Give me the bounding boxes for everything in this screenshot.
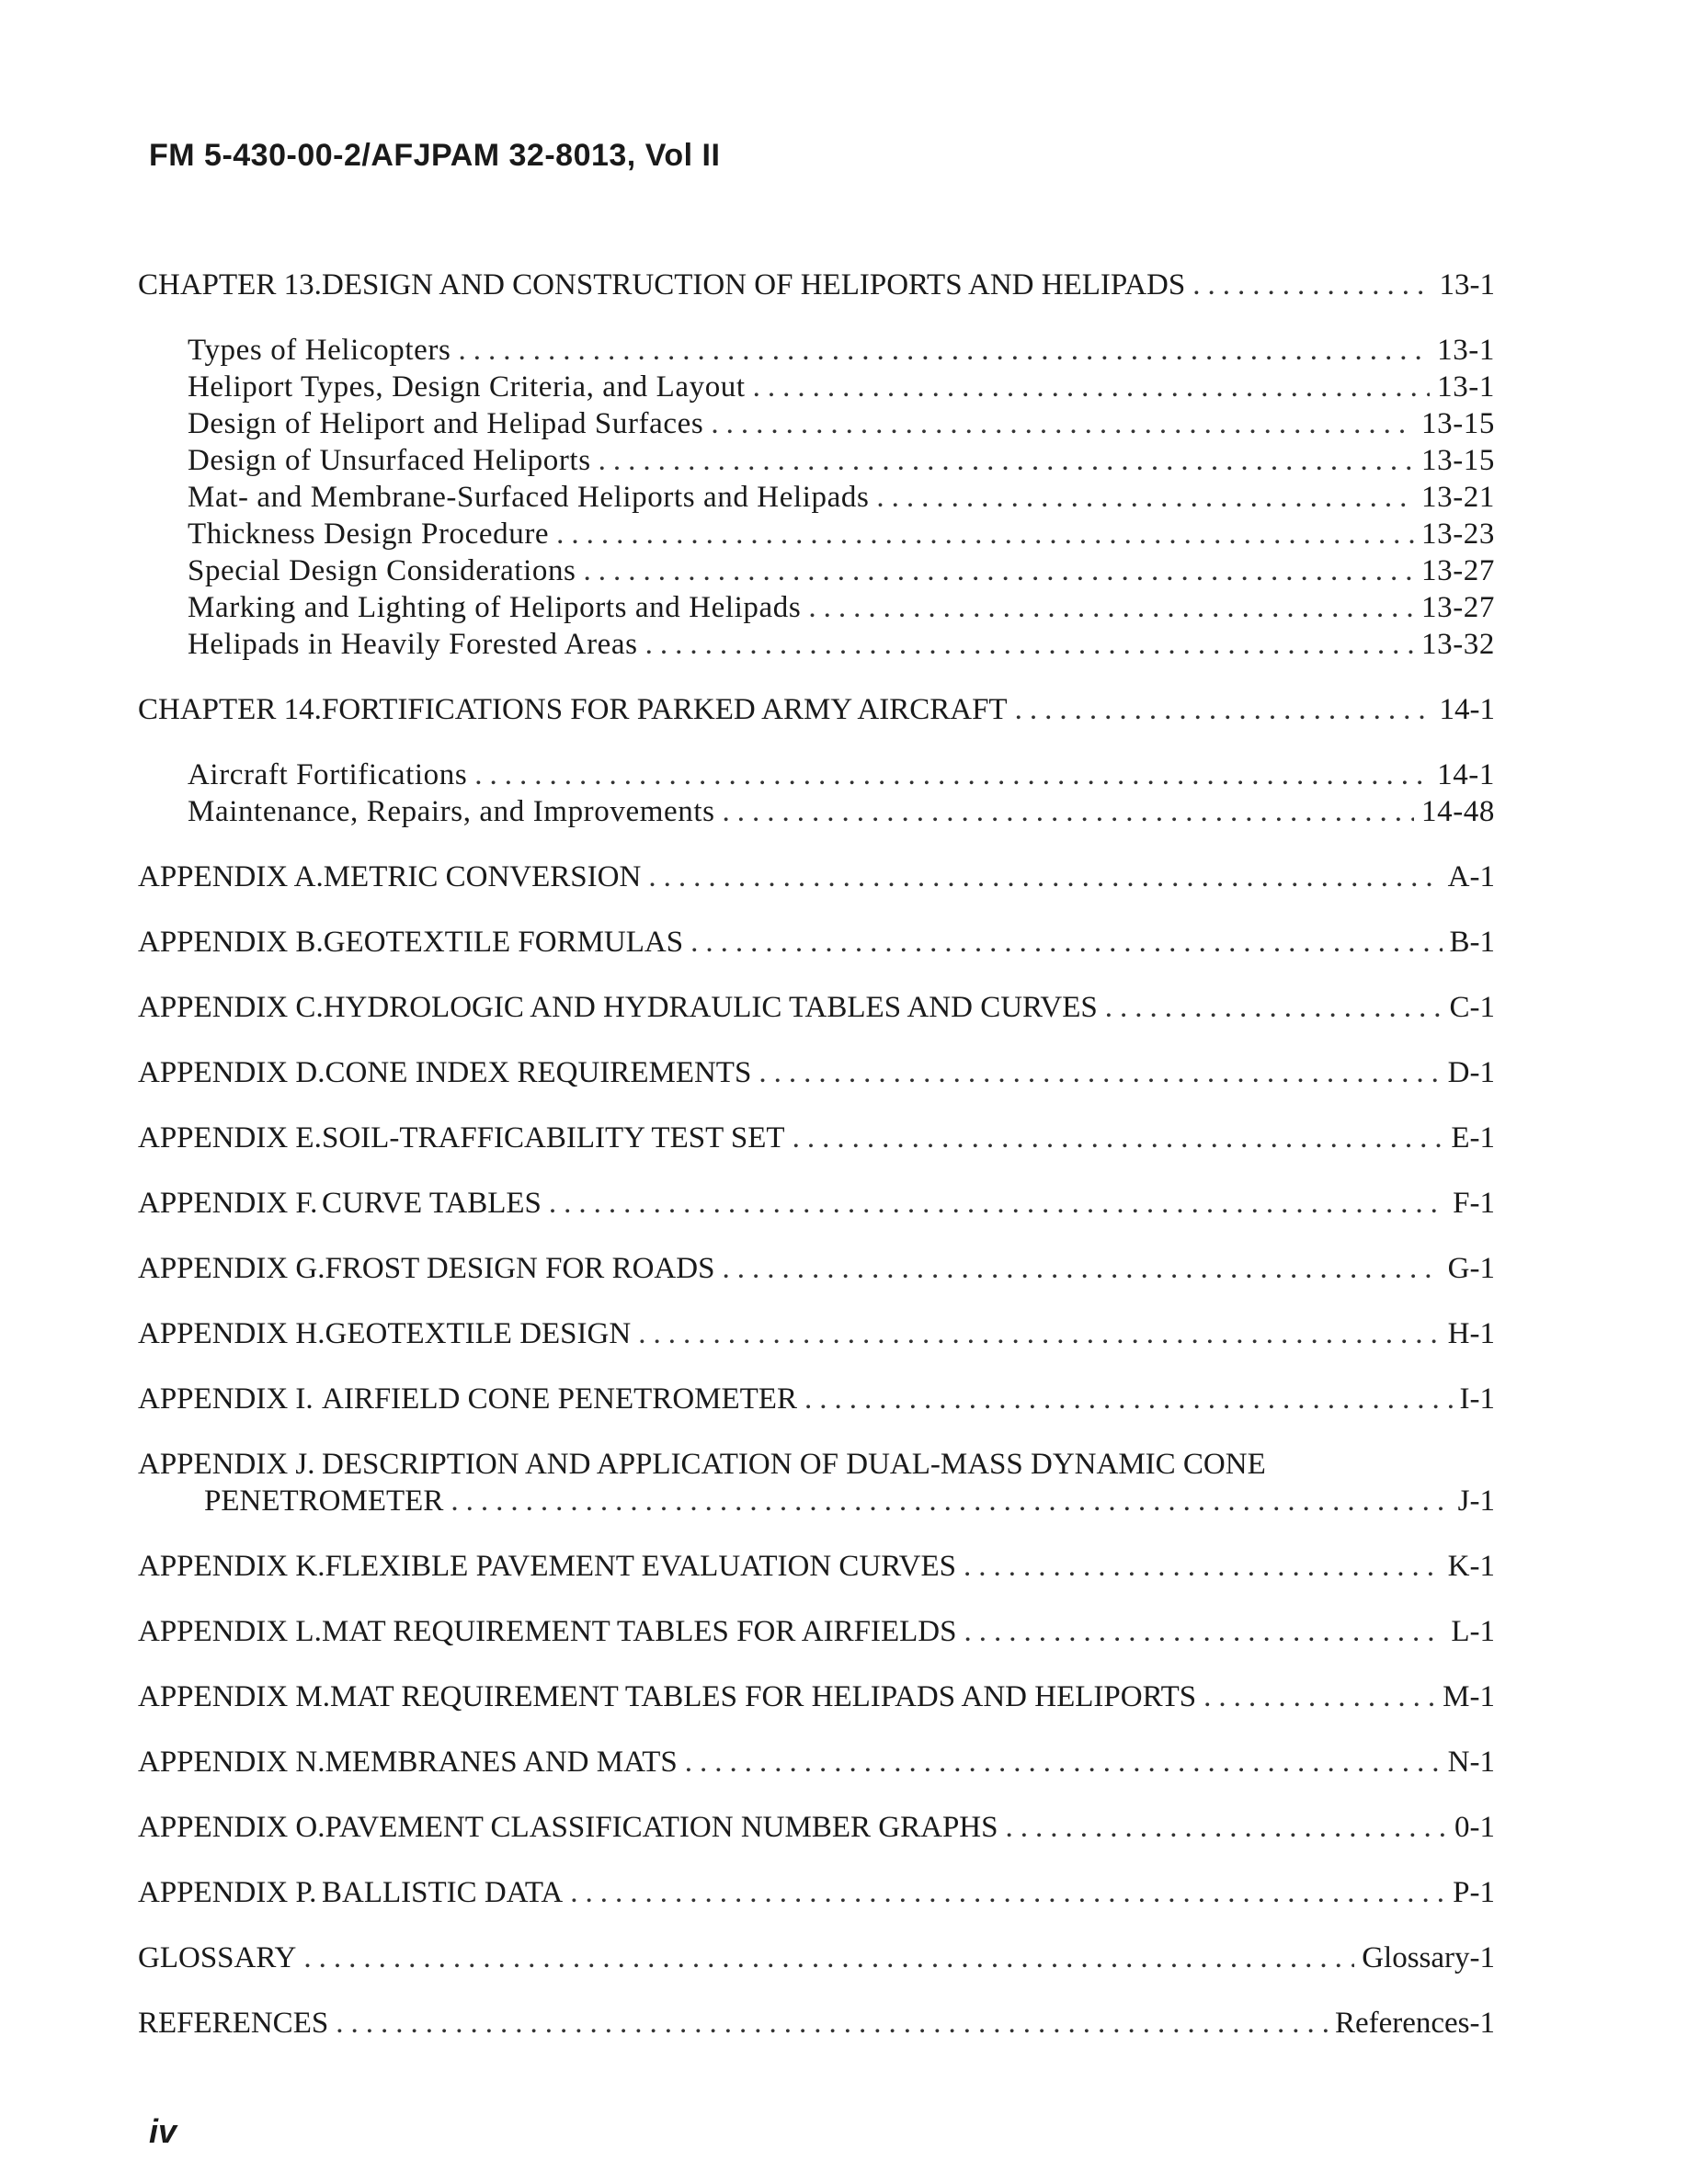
toc-entry-title: SOIL-TRAFFICABILITY TEST SET: [322, 1121, 785, 1155]
dot-leader: [1105, 989, 1443, 1026]
toc-entry-title: HYDROLOGIC AND HYDRAULIC TABLES AND CURVES: [323, 991, 1098, 1024]
toc-entry-label: APPENDIX M.: [138, 1680, 331, 1713]
toc-entry-title: METRIC CONVERSION: [323, 860, 642, 893]
toc-entry-label: APPENDIX D.: [138, 1056, 325, 1089]
toc-subentry-title: Design of Heliport and Helipad Surfaces: [188, 407, 704, 440]
dot-leader: [964, 1548, 1441, 1585]
toc-subentry[interactable]: [138, 793, 1495, 830]
toc-subentry-title: Types of Helicopters: [188, 334, 451, 367]
dot-leader: [808, 589, 1414, 626]
dot-leader: [753, 369, 1430, 405]
toc-subentry-page: 14-48: [1421, 795, 1495, 828]
dot-leader: [804, 1381, 1453, 1417]
toc-entry-title: PAVEMENT CLASSIFICATION NUMBER GRAPHS: [325, 1811, 998, 1844]
toc-entry-appendix-a[interactable]: [138, 859, 1495, 895]
dot-leader: [458, 332, 1430, 369]
toc-entry-label: APPENDIX E.: [138, 1121, 322, 1155]
toc-subentry-title: Mat- and Membrane-Surfaced Heliports and Helipads: [188, 481, 870, 514]
toc-entry-page: H-1: [1447, 1317, 1495, 1350]
toc-subentry[interactable]: [138, 589, 1495, 626]
toc-entry-label: APPENDIX J.: [138, 1448, 315, 1481]
toc-entry-label: CHAPTER 14.: [138, 693, 322, 726]
toc-entry-label: APPENDIX B.: [138, 926, 324, 959]
dot-leader: [685, 1744, 1441, 1780]
toc-entry-page: N-1: [1447, 1746, 1495, 1779]
toc-entry-appendix-o[interactable]: [138, 1809, 1495, 1846]
toc-entry-title: DESIGN AND CONSTRUCTION OF HELIPORTS AND HELIPADS: [322, 268, 1186, 301]
toc-subentry[interactable]: [138, 405, 1495, 442]
toc-subentry[interactable]: [138, 369, 1495, 405]
toc-entry-page: B-1: [1449, 926, 1495, 959]
dot-leader: [1203, 1678, 1435, 1715]
toc-subentry-page: 13-21: [1421, 481, 1495, 514]
toc-entry-title: REFERENCES: [138, 2007, 329, 2040]
toc-entry-glossary[interactable]: [138, 1939, 1495, 1976]
dot-leader: [303, 1939, 1354, 1976]
toc-entry-title: DESCRIPTION AND APPLICATION OF DUAL-MASS DYNAMIC CONE: [322, 1448, 1266, 1481]
toc-entry-appendix-c[interactable]: [138, 989, 1495, 1026]
toc-entry-page: 0-1: [1454, 1811, 1495, 1844]
dot-leader: [723, 793, 1414, 830]
toc-entry-chapter-14[interactable]: [138, 691, 1495, 728]
toc-subentry[interactable]: [138, 332, 1495, 369]
toc-entry-appendix-n[interactable]: [138, 1744, 1495, 1780]
toc-entry-page: Glossary-1: [1362, 1941, 1495, 1974]
toc-entry-appendix-i[interactable]: [138, 1381, 1495, 1417]
toc-entry-label: APPENDIX L.: [138, 1615, 322, 1648]
dot-leader: [584, 552, 1414, 589]
dot-leader: [549, 1185, 1445, 1222]
toc-subentry-page: 14-1: [1437, 758, 1495, 791]
toc-entry-label: APPENDIX N.: [138, 1746, 325, 1779]
toc-subentry-title: Design of Unsurfaced Heliports: [188, 444, 591, 477]
dot-leader: [722, 1250, 1440, 1287]
toc-entry-label: APPENDIX F.: [138, 1187, 318, 1220]
toc-subentry-page: 13-15: [1421, 444, 1495, 477]
dot-leader: [1005, 1809, 1447, 1846]
dot-leader: [648, 859, 1440, 895]
toc-entry-title: FROST DESIGN FOR ROADS: [325, 1252, 715, 1285]
toc-subentry-title: Aircraft Fortifications: [188, 758, 468, 791]
toc-entry-references[interactable]: [138, 2005, 1495, 2042]
toc-entry-appendix-d[interactable]: [138, 1054, 1495, 1091]
dot-leader: [758, 1054, 1440, 1091]
toc-entry-title: GLOSSARY: [138, 1941, 297, 1974]
toc-entry-appendix-f[interactable]: [138, 1185, 1495, 1222]
toc-entry-appendix-l[interactable]: [138, 1613, 1495, 1650]
toc-subentry-title: Maintenance, Repairs, and Improvements: [188, 795, 715, 828]
toc-subentry[interactable]: [138, 552, 1495, 589]
toc-subentry-title: Helipads in Heavily Forested Areas: [188, 628, 638, 661]
dot-leader: [451, 1483, 1450, 1519]
dot-leader: [645, 626, 1414, 663]
toc-entry-page: I-1: [1459, 1382, 1495, 1416]
toc-entry-chapter-13[interactable]: [138, 267, 1495, 303]
toc-subentry-title: Special Design Considerations: [188, 554, 576, 587]
toc-entry-page: F-1: [1453, 1187, 1495, 1220]
dot-leader: [876, 479, 1414, 516]
dot-leader: [570, 1874, 1445, 1911]
toc-subentry-page: 13-27: [1421, 591, 1495, 624]
toc-entry-appendix-b[interactable]: [138, 924, 1495, 961]
toc-entry-label: APPENDIX A.: [138, 860, 324, 893]
table-of-contents: [138, 267, 1495, 2042]
toc-entry-appendix-j[interactable]: [138, 1446, 1495, 1483]
toc-entry-label: APPENDIX C.: [138, 991, 324, 1024]
toc-entry-page: 14-1: [1439, 693, 1495, 726]
dot-leader: [599, 442, 1414, 479]
page-number: iv: [149, 2112, 177, 2150]
toc-entry-title: FORTIFICATIONS FOR PARKED ARMY AIRCRAFT: [322, 693, 1008, 726]
toc-subentry-page: 13-1: [1437, 334, 1495, 367]
toc-entry-title: BALLISTIC DATA: [322, 1876, 564, 1909]
toc-subentry-page: 13-32: [1421, 628, 1495, 661]
toc-entry-title: GEOTEXTILE DESIGN: [325, 1317, 632, 1350]
toc-entry-page: J-1: [1457, 1484, 1495, 1518]
dot-leader: [474, 756, 1430, 793]
toc-entry-title: CURVE TABLES: [322, 1187, 542, 1220]
toc-entry-label: APPENDIX P.: [138, 1876, 317, 1909]
dot-leader: [690, 924, 1442, 961]
toc-entry-page: 13-1: [1439, 268, 1495, 301]
toc-subentry[interactable]: [138, 516, 1495, 552]
toc-entry-label: APPENDIX G.: [138, 1252, 325, 1285]
toc-entry-title: PENETROMETER: [204, 1484, 444, 1518]
dot-leader: [638, 1315, 1440, 1352]
toc-entry-title: MAT REQUIREMENT TABLES FOR AIRFIELDS: [322, 1615, 957, 1648]
toc-entry-label: APPENDIX O.: [138, 1811, 325, 1844]
dot-leader: [964, 1613, 1443, 1650]
toc-entry-label: APPENDIX K.: [138, 1550, 325, 1583]
toc-entry-page: L-1: [1451, 1615, 1495, 1648]
toc-subentry-page: 13-1: [1437, 370, 1495, 404]
toc-subentry-title: Thickness Design Procedure: [188, 518, 550, 551]
toc-entry-page: References-1: [1334, 2007, 1495, 2040]
toc-subentry-page: 13-15: [1421, 407, 1495, 440]
toc-entry-title: CONE INDEX REQUIREMENTS: [325, 1056, 752, 1089]
toc-subentry[interactable]: [138, 756, 1495, 793]
toc-entry-appendix-k[interactable]: [138, 1548, 1495, 1585]
toc-entry-page: G-1: [1447, 1252, 1495, 1285]
dot-leader: [1015, 691, 1432, 728]
dot-leader: [711, 405, 1414, 442]
toc-subentry[interactable]: [138, 626, 1495, 663]
toc-subentry-page: 13-27: [1421, 554, 1495, 587]
toc-subentry-page: 13-23: [1421, 518, 1495, 551]
toc-entry-appendix-e[interactable]: [138, 1120, 1495, 1156]
toc-entry-label: CHAPTER 13.: [138, 268, 322, 301]
toc-entry-page: C-1: [1449, 991, 1495, 1024]
toc-entry-label: APPENDIX H.: [138, 1317, 325, 1350]
toc-entry-appendix-p[interactable]: [138, 1874, 1495, 1911]
toc-entry-appendix-g[interactable]: [138, 1250, 1495, 1287]
toc-subentry-title: Heliport Types, Design Criteria, and Layout: [188, 370, 746, 404]
toc-entry-appendix-h[interactable]: [138, 1315, 1495, 1352]
toc-entry-page: K-1: [1447, 1550, 1495, 1583]
toc-entry-page: A-1: [1447, 860, 1495, 893]
toc-entry-label: APPENDIX I.: [138, 1382, 314, 1416]
toc-subentry[interactable]: [138, 442, 1495, 479]
toc-entry-title: MAT REQUIREMENT TABLES FOR HELIPADS AND HELIPORTS: [330, 1680, 1197, 1713]
toc-entry-appendix-m[interactable]: [138, 1678, 1495, 1715]
dot-leader: [336, 2005, 1328, 2042]
toc-entry-title: FLEXIBLE PAVEMENT EVALUATION CURVES: [325, 1550, 956, 1583]
dot-leader: [793, 1120, 1444, 1156]
toc-entry-page: M-1: [1443, 1680, 1495, 1713]
toc-entry-page: E-1: [1451, 1121, 1495, 1155]
toc-entry-title: AIRFIELD CONE PENETROMETER: [322, 1382, 797, 1416]
toc-subentry-title: Marking and Lighting of Heliports and Helipads: [188, 591, 802, 624]
toc-subentry[interactable]: [138, 479, 1495, 516]
toc-entry-title: GEOTEXTILE FORMULAS: [323, 926, 684, 959]
dot-leader: [556, 516, 1414, 552]
toc-entry-title: MEMBRANES AND MATS: [325, 1746, 678, 1779]
document-header: FM 5-430-00-2/AFJPAM 32-8013, Vol II: [149, 138, 721, 173]
toc-entry-page: D-1: [1447, 1056, 1495, 1089]
toc-entry-appendix-j-continuation[interactable]: [138, 1483, 1495, 1519]
toc-entry-page: P-1: [1453, 1876, 1495, 1909]
dot-leader: [1192, 267, 1431, 303]
